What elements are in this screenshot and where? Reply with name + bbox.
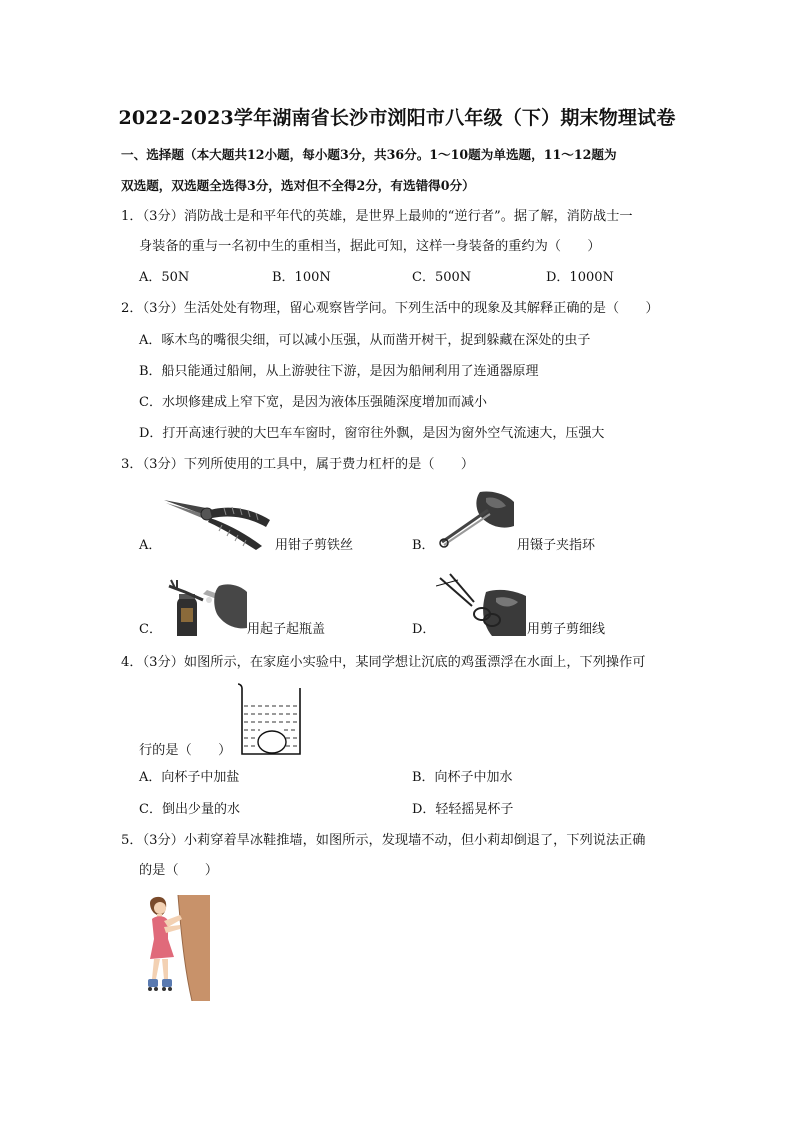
q2-option-d[interactable]: D．打开高速行驶的大巴车车窗时，窗帘往外飘，是因为窗外空气流速大，压强大: [139, 426, 605, 441]
q3-option-c-caption: 用起子起瓶盖: [247, 622, 326, 637]
q1-option-b[interactable]: B．100N: [272, 270, 331, 285]
page-title: 2022-2023学年湖南省长沙市浏阳市八年级（下）期末物理试卷: [118, 107, 676, 129]
q4-option-a[interactable]: A．向杯子中加盐: [139, 770, 240, 785]
beaker-egg-figure: [236, 682, 306, 758]
q5-stem-line1: 5．（3分）小莉穿着旱冰鞋推墙，如图所示，发现墙不动，但小莉却倒退了，下列说法正确: [121, 833, 646, 848]
q1-option-a[interactable]: A．50N: [139, 270, 190, 285]
q2-option-c[interactable]: C．水坝修建成上窄下宽，是因为液体压强随深度增加而减小: [139, 395, 487, 410]
q4-option-b[interactable]: B．向杯子中加水: [412, 770, 513, 785]
q3-option-a-caption: 用钳子剪铁丝: [275, 538, 354, 553]
section-heading-line1: 一、选择题（本大题共12小题，每小题3分，共36分。1～10题为单选题，11～12题为: [121, 147, 617, 162]
q4-stem-line1: 4．（3分）如图所示，在家庭小实验中，某同学想让沉底的鸡蛋漂浮在水面上，下列操作可: [121, 655, 646, 670]
q3-option-c-label[interactable]: C．: [139, 622, 162, 637]
q3-stem: 3．（3分）下列所使用的工具中，属于费力杠杆的是（ ）: [121, 457, 475, 472]
q2-stem: 2．（3分）生活处处有物理，留心观察皆学问。下列生活中的现象及其解释正确的是（ ）: [121, 301, 659, 316]
q2-option-a[interactable]: A．啄木鸟的嘴很尖细，可以减小压强，从而凿开树干，捉到躲藏在深处的虫子: [139, 333, 591, 348]
section-heading-line2: 双选题，双选题全选得3分，选对但不全得2分，有选错得0分）: [121, 178, 475, 193]
q3-option-b-caption: 用镊子夹指环: [517, 538, 596, 553]
q1-option-d[interactable]: D．1000N: [546, 270, 614, 285]
tweezers-icon: [436, 488, 516, 550]
q3-option-d-label[interactable]: D．: [412, 622, 436, 637]
q4-stem-line2: 行的是（ ）: [139, 743, 232, 758]
q2-option-b[interactable]: B．船只能通过船闸，从上游驶往下游，是因为船闸利用了连通器原理: [139, 364, 539, 379]
bottle-opener-icon: [163, 578, 247, 636]
q3-option-b-label[interactable]: B．: [412, 538, 435, 553]
girl-pushing-wall-figure: [138, 895, 210, 1001]
q1-stem-line1: 1．（3分）消防战士是和平年代的英雄，是世界上最帅的“逆行者”。据了解，消防战士一: [121, 209, 633, 224]
q4-option-d[interactable]: D．轻轻摇晃杯子: [412, 802, 514, 817]
q5-stem-line2: 的是（ ）: [139, 863, 219, 878]
q1-stem-line2: 身装备的重与一名初中生的重相当，据此可知，这样一身装备的重约为（ ）: [139, 239, 601, 254]
q3-option-d-caption: 用剪子剪细线: [527, 622, 606, 637]
q1-option-c[interactable]: C．500N: [412, 270, 472, 285]
q3-option-a-label[interactable]: A．: [139, 538, 162, 553]
q4-option-c[interactable]: C．倒出少量的水: [139, 802, 240, 817]
pliers-icon: [162, 494, 274, 552]
scissors-icon: [436, 572, 526, 636]
